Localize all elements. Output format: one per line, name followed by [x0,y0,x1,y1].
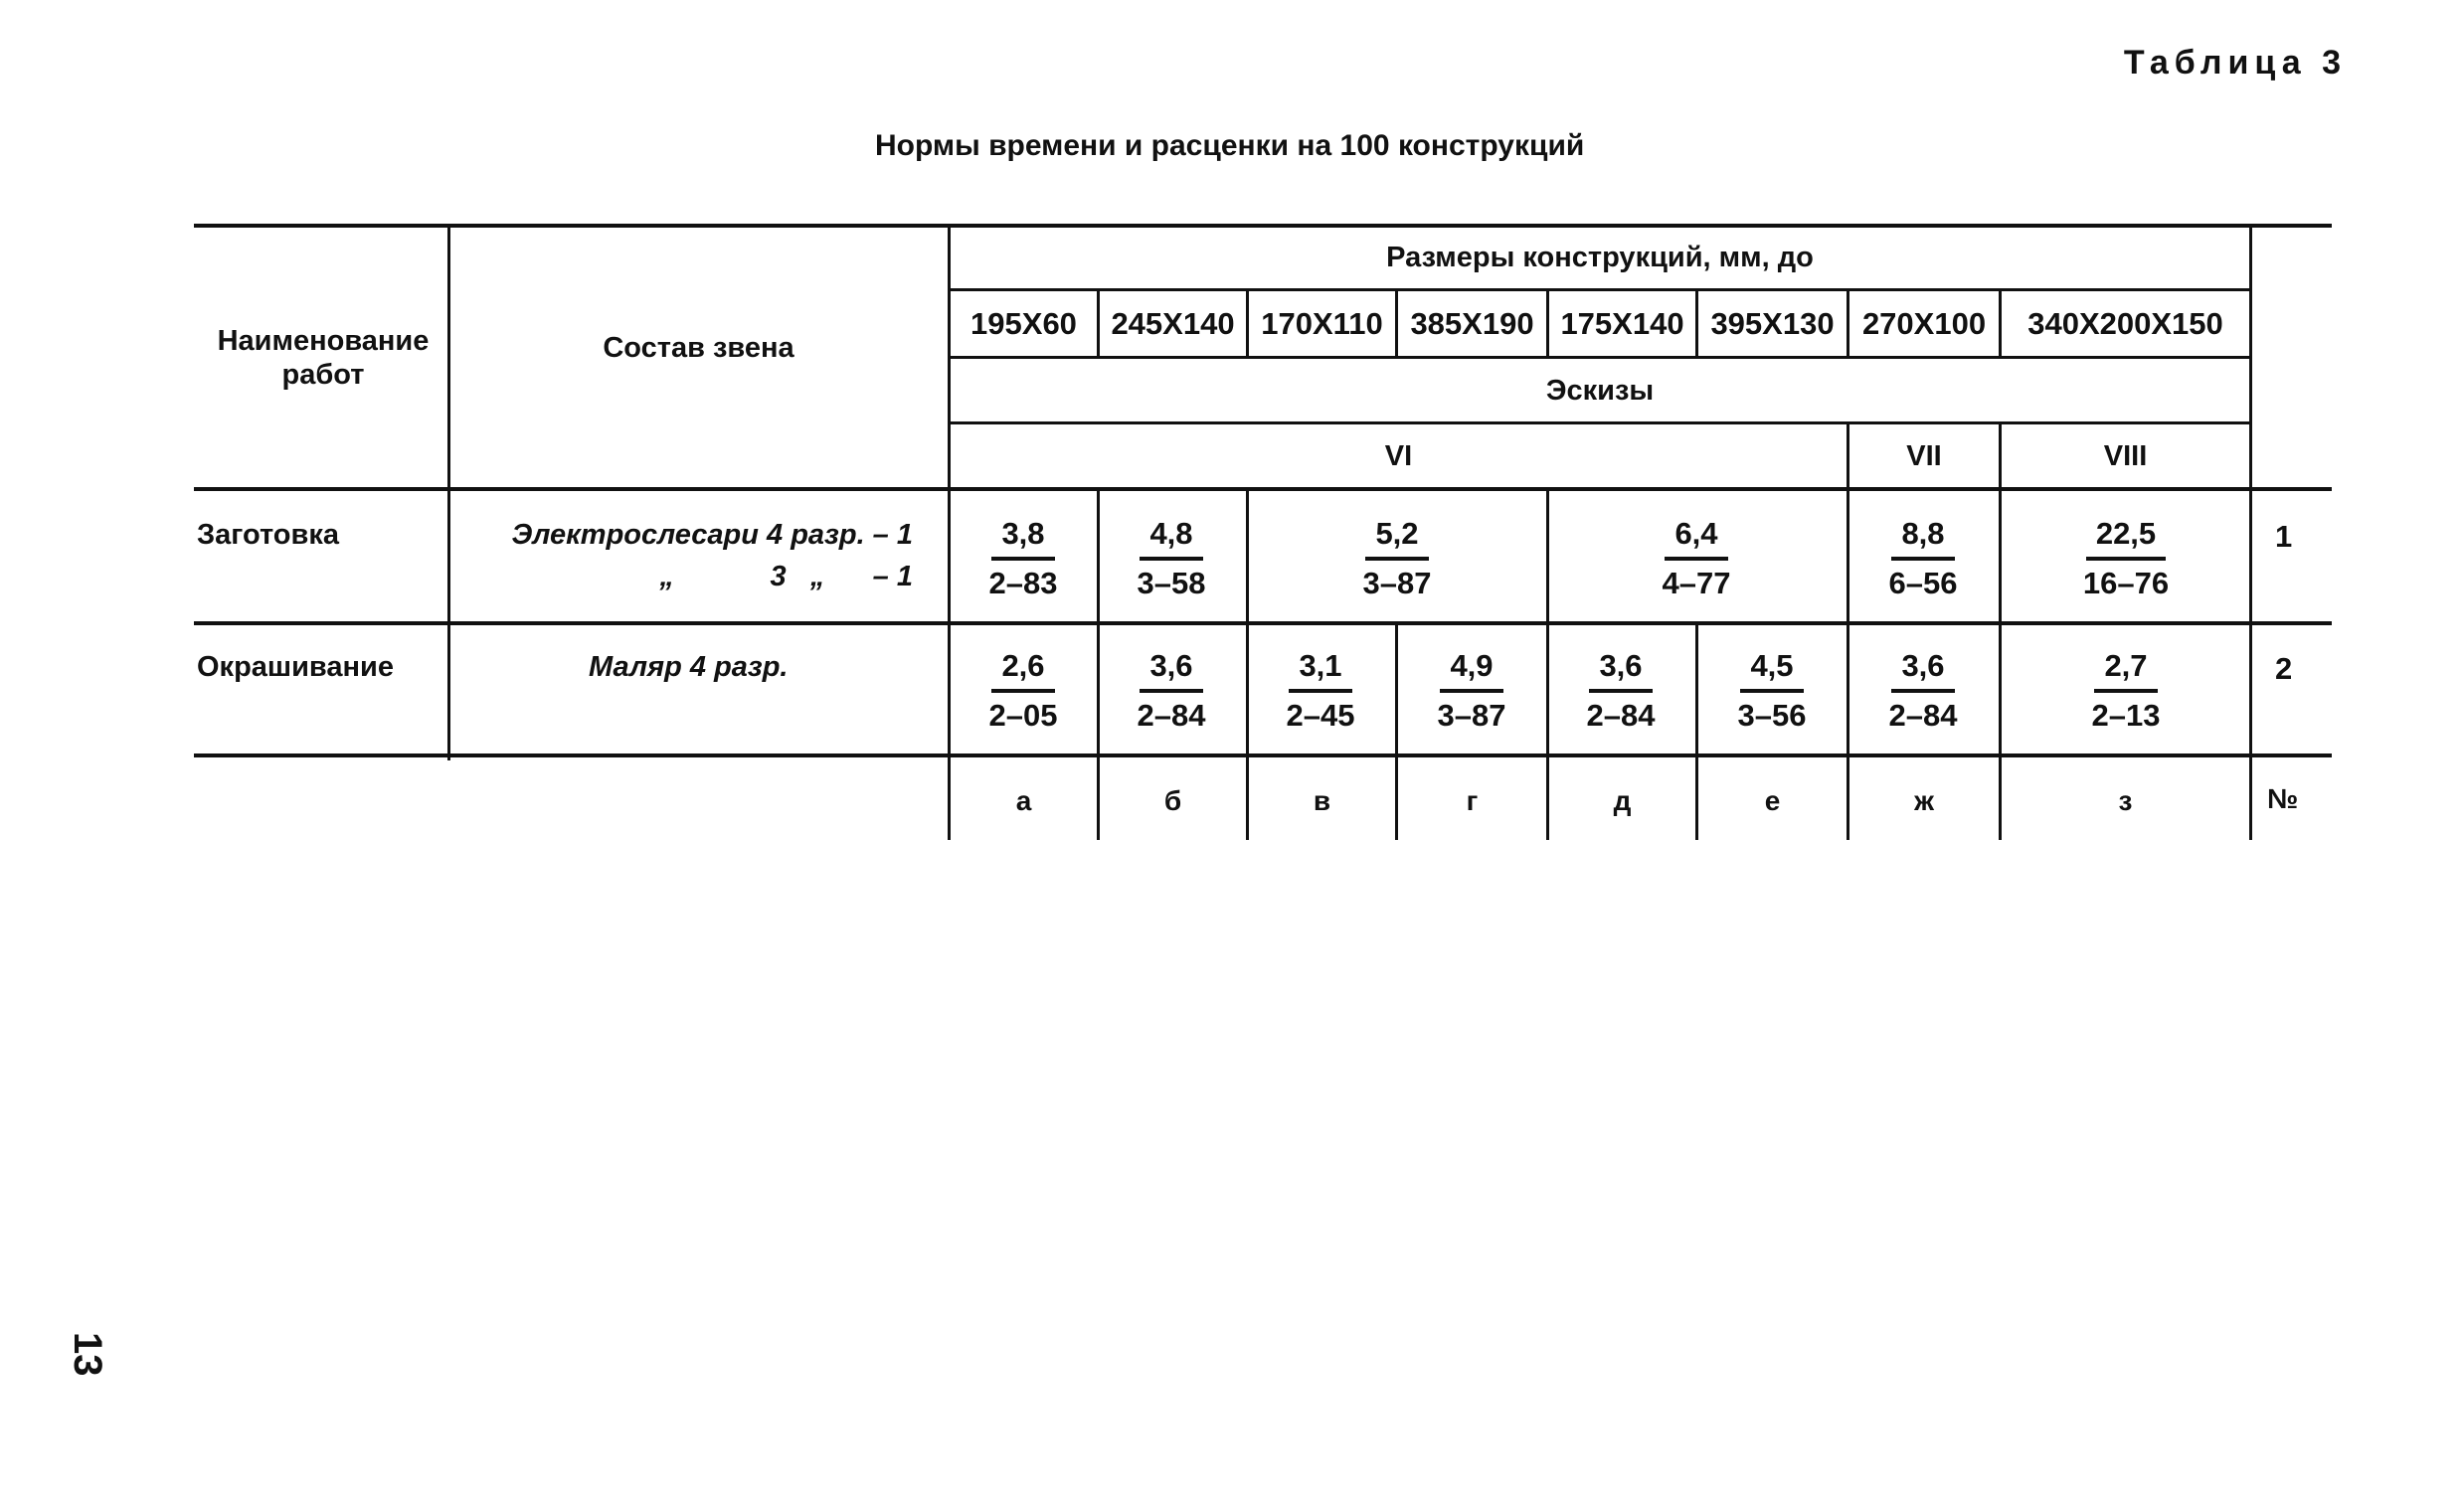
row1-value-b [1117,517,1226,600]
row2-value-z [2071,649,2181,733]
column-letter-e: е [1764,785,1781,816]
column-letter-v: в [1313,785,1331,816]
column-letter-d: д [1613,785,1632,816]
row2-value-v [1266,649,1375,733]
row1-value-zh [1867,517,1979,600]
row1-value-z-den: 16–76 [2082,566,2170,600]
row2-value-g-num: 4,9 [1440,649,1502,693]
size-b: 245Х140 [1111,305,1235,341]
rule-row2-bottom [194,753,2332,757]
rule-row1-bottom [194,621,2332,625]
row1-crew-line1: Электрослесари 4 разр. – 1 [511,519,913,551]
header-crew: Состав звена [603,332,794,364]
row2-number: 2 [2275,651,2293,686]
number-label: № [2267,783,2299,814]
column-letter-b: б [1163,785,1182,816]
sketch-group-vi: VI [1384,439,1413,472]
column-letter-zh: ж [1914,785,1934,816]
row2-value-zh-den: 2–84 [1888,698,1958,733]
row1-work: Заготовка [197,519,339,551]
vline-r1-1 [1097,489,1100,623]
vline-r1-5 [1999,489,2002,623]
row2-value-v-num: 3,1 [1289,649,1351,693]
vline-r1-4 [1847,489,1849,623]
row1-value-a-den: 2–83 [988,566,1058,600]
row2-work: Окрашивание [197,651,394,683]
size-g: 385Х190 [1410,305,1534,341]
row2-value-b-den: 2–84 [1137,698,1206,733]
row2-value-zh [1867,649,1979,733]
size-a: 195Х60 [970,305,1077,341]
size-zh: 270Х100 [1861,305,1987,341]
row1-value-b-den: 3–58 [1137,566,1206,600]
row1-crew-line2: „ 3 „ – 1 [659,561,913,592]
row2-value-v-den: 2–45 [1286,698,1355,733]
row1-value-a [969,517,1077,600]
sketch-group-viii: VIII [2103,439,2148,472]
row1-value-z [2066,517,2186,600]
row2-value-d-den: 2–84 [1586,698,1656,733]
column-letter-a: а [1015,785,1032,816]
row1-value-b-num: 4,8 [1140,517,1202,561]
row1-value-vg-den: 3–87 [1362,566,1432,600]
table-title: Нормы времени и расценки на 100 конструкций [875,129,1585,162]
row1-value-z-num: 22,5 [2086,517,2166,561]
page-number: 13 [66,1332,109,1377]
row2-value-g [1416,649,1527,733]
row2-value-z-num: 2,7 [2094,649,2157,693]
row2-crew-line1: Маляр 4 разр. [589,651,789,683]
row2-value-a-num: 2,6 [991,649,1054,693]
vline-work [447,224,450,760]
row2-value-b [1117,649,1226,733]
row1-value-zh-den: 6–56 [1888,566,1958,600]
rule-header-bottom [194,487,2332,491]
column-letter-g: г [1466,785,1479,816]
row2-value-b-num: 3,6 [1140,649,1202,693]
row2-value-d [1566,649,1675,733]
row2-value-e [1716,649,1828,733]
row1-value-vg-num: 5,2 [1365,517,1428,561]
row1-value-de-den: 4–77 [1662,566,1731,600]
size-e: 395Х130 [1710,305,1835,341]
header-sizes-group: Размеры конструкций, мм, до [1386,242,1814,273]
vline-r1-3 [1546,489,1549,623]
row2-value-d-num: 3,6 [1589,649,1652,693]
row1-value-de [1641,517,1752,600]
row2-value-g-den: 3–87 [1437,698,1506,733]
header-work-name: Наименование работ [217,325,430,391]
row1-value-vg [1342,517,1452,600]
table-label: Таблица 3 [2123,44,2347,82]
row1-value-a-num: 3,8 [991,517,1054,561]
row1-value-zh-num: 8,8 [1891,517,1954,561]
row1-number: 1 [2275,519,2293,554]
size-z: 340Х200Х150 [2027,305,2223,341]
row2-value-zh-num: 3,6 [1891,649,1954,693]
size-d: 175Х140 [1560,305,1684,341]
row2-value-a [969,649,1077,733]
size-v: 170Х110 [1261,305,1383,341]
header-sketches: Эскизы [1545,374,1655,407]
column-letter-z: з [2118,785,2133,816]
vline-r1-2 [1246,489,1249,623]
row2-value-z-den: 2–13 [2091,698,2161,733]
row2-value-a-den: 2–05 [988,698,1058,733]
row2-value-e-num: 4,5 [1740,649,1803,693]
sketch-group-vii: VII [1906,439,1942,472]
row1-value-de-num: 6,4 [1665,517,1727,561]
vline-num [2249,224,2252,840]
row2-value-e-den: 3–56 [1737,698,1807,733]
